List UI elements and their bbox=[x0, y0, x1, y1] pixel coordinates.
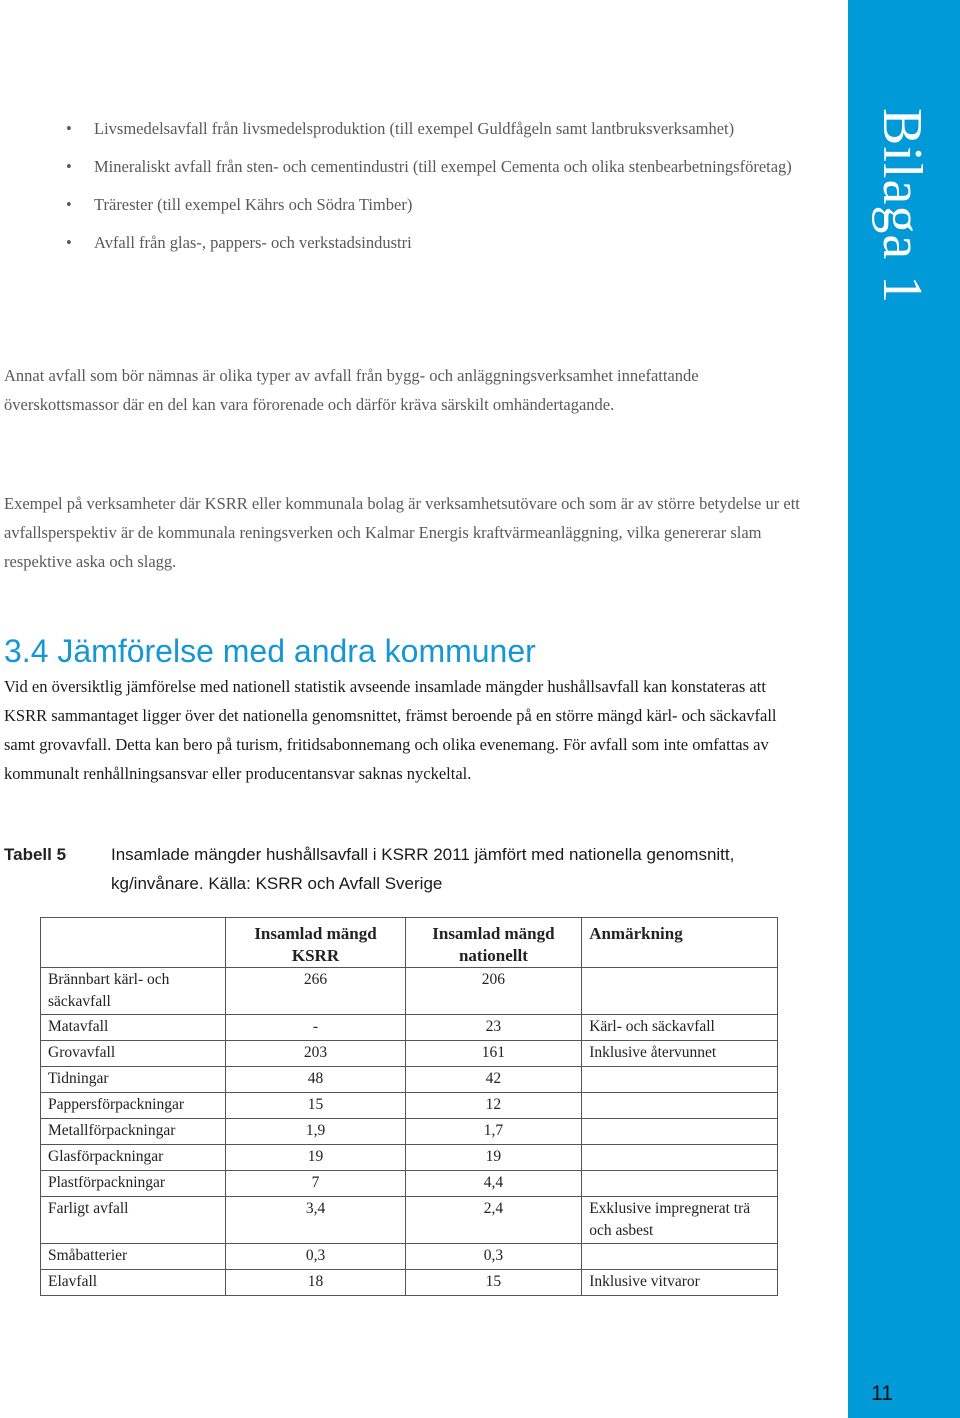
table-row bbox=[41, 1171, 778, 1197]
page-number: 11 bbox=[871, 1382, 893, 1405]
cell-national: 0,3 bbox=[405, 1244, 582, 1270]
cell-ksrr: 203 bbox=[226, 1041, 405, 1067]
table-row bbox=[41, 1093, 778, 1119]
list-item: • Avfall från glas-, pappers- och verkstadsindustri bbox=[66, 228, 826, 257]
cell-note bbox=[582, 1171, 778, 1197]
paragraph-other-waste: Annat avfall som bör nämnas är olika typer av avfall från bygg- och anläggningsverksamhet innefattande överskottsmassor där en del kan vara förorenade och därför kräva särskilt omhändertagande. bbox=[4, 366, 699, 414]
cell-note bbox=[582, 1093, 778, 1119]
table-row bbox=[41, 1145, 778, 1171]
list-item: • Livsmedelsavfall från livsmedelsproduktion (till exempel Guldfågeln samt lantbruksverksamhet) bbox=[66, 114, 826, 143]
section-heading: 3.4 Jämförelse med andra kommuner bbox=[4, 633, 536, 669]
table-caption-label: Tabell 5 bbox=[4, 845, 67, 864]
appendix-label: Bilaga 1 bbox=[871, 108, 933, 305]
cell-national: 206 bbox=[405, 968, 582, 1015]
cell-category: Pappersförpackningar bbox=[41, 1093, 226, 1119]
cell-national: 1,7 bbox=[405, 1119, 582, 1145]
cell-ksrr: 19 bbox=[226, 1145, 405, 1171]
table-row bbox=[41, 1119, 778, 1145]
table-row bbox=[41, 1197, 778, 1244]
section-body: Vid en översiktlig jämförelse med nationell statistik avseende insamlade mängder hushållsavfall kan konstateras att KSRR sammantaget ligger över det nationella genomsnittet, främst beroende på en större mängd kärl- och säckavfall samt grovavfall. Detta kan bero på turism, fritidsabonnemang och olika evenemang. För avfall som inte omfattas av kommunalt renhållningsansvar eller producentansvar saknas nyckeltal. bbox=[4, 677, 777, 783]
cell-ksrr: - bbox=[226, 1015, 405, 1041]
cell-ksrr: 7 bbox=[226, 1171, 405, 1197]
cell-category: Elavfall bbox=[41, 1270, 226, 1296]
cell-national: 161 bbox=[405, 1041, 582, 1067]
table-row bbox=[41, 1041, 778, 1067]
cell-category: Tidningar bbox=[41, 1067, 226, 1093]
table-caption-text: Insamlade mängder hushållsavfall i KSRR 2011 jämfört med nationella genomsnitt, kg/invånare. Källa: KSRR och Avfall Sverige bbox=[111, 845, 735, 893]
cell-note: Inklusive vitvaror bbox=[582, 1270, 778, 1296]
paragraph-operations: Exempel på verksamheter där KSRR eller kommunala bolag är verksamhetsutövare och som är av större betydelse ur ett avfallsperspektiv är de kommunala reningsverken och Kalmar Energis kraftvärmeanläggning, vilka genererar slam respektive aska och slagg. bbox=[4, 494, 800, 571]
header-empty bbox=[41, 918, 226, 968]
header-ksrr: Insamlad mängd KSRR bbox=[226, 918, 405, 968]
table-row bbox=[41, 1244, 778, 1270]
cell-note bbox=[582, 1119, 778, 1145]
cell-ksrr: 0,3 bbox=[226, 1244, 405, 1270]
cell-category: Matavfall bbox=[41, 1015, 226, 1041]
table-row bbox=[41, 968, 778, 1015]
cell-national: 42 bbox=[405, 1067, 582, 1093]
table-row bbox=[41, 1270, 778, 1296]
bullet-list bbox=[66, 114, 826, 266]
cell-national: 15 bbox=[405, 1270, 582, 1296]
cell-ksrr: 15 bbox=[226, 1093, 405, 1119]
cell-ksrr: 18 bbox=[226, 1270, 405, 1296]
cell-category: Metallförpackningar bbox=[41, 1119, 226, 1145]
table-row bbox=[41, 1067, 778, 1093]
cell-category: Brännbart kärl- och säckavfall bbox=[41, 968, 226, 1015]
cell-note: Kärl- och säckavfall bbox=[582, 1015, 778, 1041]
cell-note bbox=[582, 968, 778, 1015]
cell-category: Farligt avfall bbox=[41, 1197, 226, 1244]
cell-national: 12 bbox=[405, 1093, 582, 1119]
cell-note: Inklusive återvunnet bbox=[582, 1041, 778, 1067]
cell-note bbox=[582, 1067, 778, 1093]
cell-ksrr: 3,4 bbox=[226, 1197, 405, 1244]
list-item: • Mineraliskt avfall från sten- och cementindustri (till exempel Cementa och olika stenbearbetningsföretag) bbox=[66, 152, 826, 181]
cell-ksrr: 1,9 bbox=[226, 1119, 405, 1145]
cell-note bbox=[582, 1145, 778, 1171]
cell-ksrr: 48 bbox=[226, 1067, 405, 1093]
waste-comparison-table bbox=[40, 917, 778, 1296]
cell-national: 4,4 bbox=[405, 1171, 582, 1197]
cell-note: Exklusive impregnerat trä och asbest bbox=[582, 1197, 778, 1244]
table-header-row bbox=[41, 918, 778, 968]
cell-category: Småbatterier bbox=[41, 1244, 226, 1270]
cell-national: 2,4 bbox=[405, 1197, 582, 1244]
header-note: Anmärkning bbox=[582, 918, 778, 968]
cell-ksrr: 266 bbox=[226, 968, 405, 1015]
cell-national: 19 bbox=[405, 1145, 582, 1171]
list-item: • Trärester (till exempel Kährs och Södra Timber) bbox=[66, 190, 826, 219]
cell-national: 23 bbox=[405, 1015, 582, 1041]
cell-category: Grovavfall bbox=[41, 1041, 226, 1067]
cell-note bbox=[582, 1244, 778, 1270]
header-national: Insamlad mängd nationellt bbox=[405, 918, 582, 968]
cell-category: Glasförpackningar bbox=[41, 1145, 226, 1171]
table-row bbox=[41, 1015, 778, 1041]
cell-category: Plastförpackningar bbox=[41, 1171, 226, 1197]
